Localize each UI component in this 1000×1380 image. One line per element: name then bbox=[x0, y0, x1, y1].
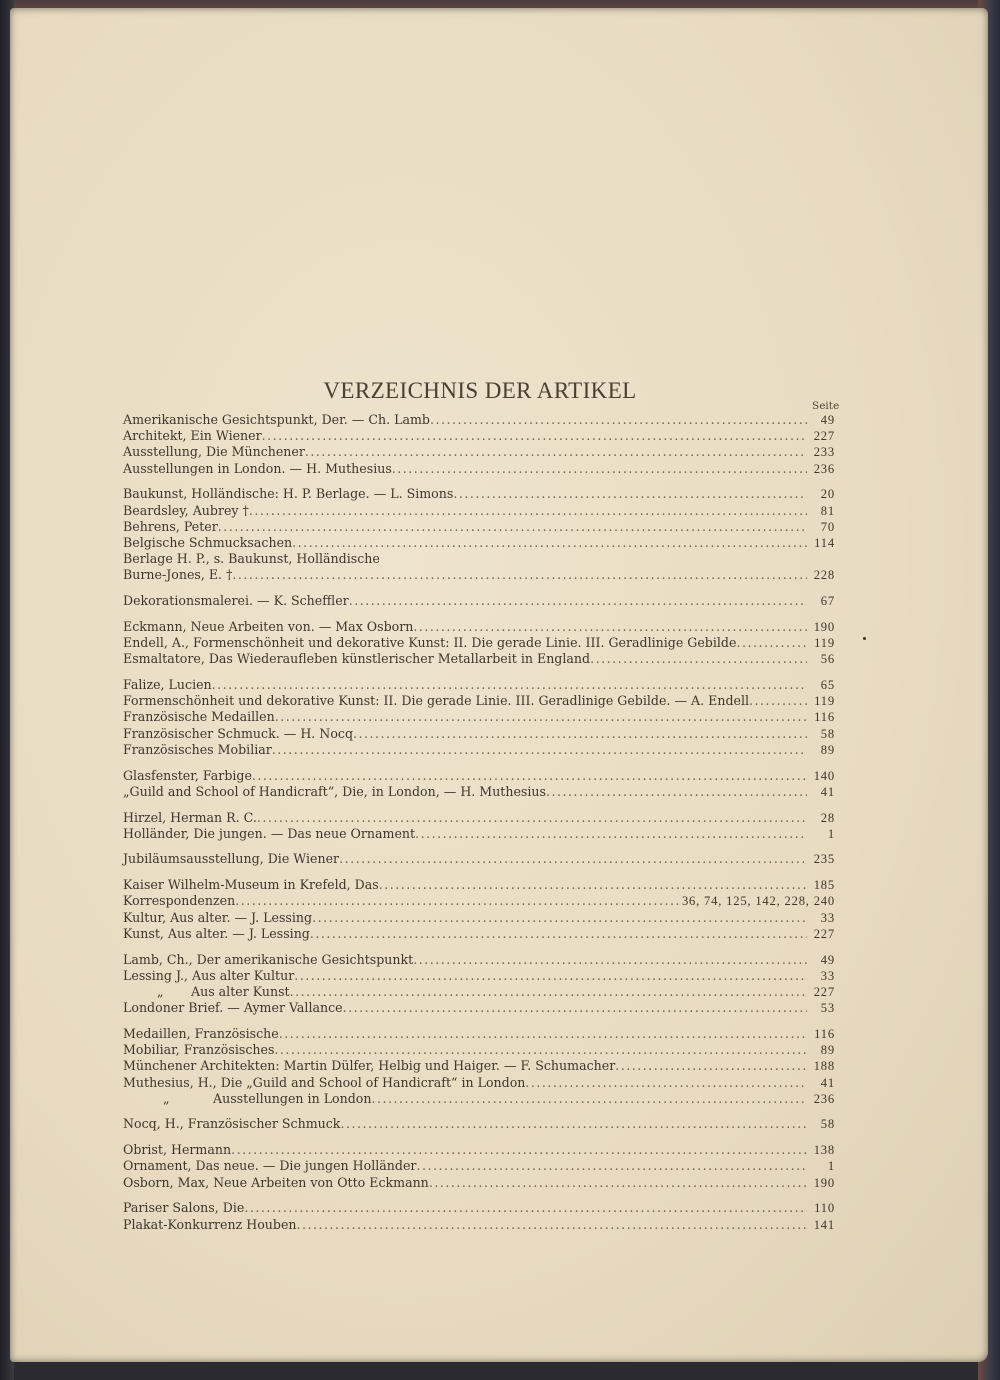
page-column-label: Seite bbox=[812, 400, 840, 412]
toc-entry: „ Ausstellungen in London ..... 236 bbox=[123, 1091, 835, 1107]
ink-dot-mark bbox=[863, 637, 866, 640]
toc-entry: Architekt, Ein Wiener ..... 227 bbox=[123, 428, 835, 444]
toc-entry: Französisches Mobiliar ..... 89 bbox=[123, 742, 835, 758]
toc-entry: Münchener Architekten: Martin Dülfer, Helbig und Haiger. — F. Schumacher ..... 188 bbox=[123, 1058, 835, 1074]
toc-entry: Londoner Brief. — Aymer Vallance ..... 53 bbox=[123, 1000, 835, 1016]
toc-entry: Französischer Schmuck. — H. Nocq ..... 58 bbox=[123, 726, 835, 742]
toc-entry: „ Aus alter Kunst ..... 227 bbox=[123, 984, 835, 1000]
toc-entry: Formenschönheit und dekorative Kunst: II. Die gerade Linie. III. Geradlinige Gebilde. — A. Endell ..... 119 bbox=[123, 693, 835, 709]
toc-entry: Behrens, Peter ..... 70 bbox=[123, 519, 835, 535]
toc-entry: Berlage H. P., s. Baukunst, Holländische bbox=[123, 551, 380, 567]
toc-entry: Ornament, Das neue. — Die jungen Holländer ..... 1 bbox=[123, 1158, 835, 1174]
table-of-contents bbox=[123, 412, 835, 1233]
toc-entry: Kunst, Aus alter. — J. Lessing ..... 227 bbox=[123, 926, 835, 942]
toc-entry: Mobiliar, Französisches ..... 89 bbox=[123, 1042, 835, 1058]
toc-entry: Ausstellung, Die Münchener ..... 233 bbox=[123, 444, 835, 460]
toc-entry: Nocq, H., Französischer Schmuck ..... 58 bbox=[123, 1116, 835, 1132]
toc-entry: Französische Medaillen ..... 116 bbox=[123, 709, 835, 725]
toc-entry: Endell, A., Formenschönheit und dekorative Kunst: II. Die gerade Linie. III. Geradlinige Gebilde ..... 119 bbox=[123, 635, 835, 651]
toc-entry: Muthesius, H., Die „Guild and School of Handicraft“ in London ..... 41 bbox=[123, 1075, 835, 1091]
toc-entry: Baukunst, Holländische: H. P. Berlage. — L. Simons ..... 20 bbox=[123, 486, 835, 502]
ditto-mark: „ bbox=[163, 1090, 170, 1106]
toc-entry: Eckmann, Neue Arbeiten von. — Max Osborn ..... 190 bbox=[123, 619, 835, 635]
toc-entry: Burne-Jones, E. † ..... 228 bbox=[123, 567, 835, 583]
toc-entry: Pariser Salons, Die ..... 110 bbox=[123, 1200, 835, 1216]
toc-entry: Lamb, Ch., Der amerikanische Gesichtspunkt ..... 49 bbox=[123, 952, 835, 968]
toc-entry: Belgische Schmucksachen ..... 114 bbox=[123, 535, 835, 551]
toc-entry: Korrespondenzen ..... 36, 74, 125, 142, 228, 240 bbox=[123, 893, 835, 909]
toc-entry: Plakat-Konkurrenz Houben ..... 141 bbox=[123, 1217, 835, 1233]
toc-entry: Falize, Lucien ..... 65 bbox=[123, 677, 835, 693]
book-page bbox=[10, 8, 988, 1362]
toc-entry: Amerikanische Gesichtspunkt, Der. — Ch. Lamb ..... 49 bbox=[123, 412, 835, 428]
ditto-mark: „ bbox=[157, 983, 164, 999]
toc-entry: Osborn, Max, Neue Arbeiten von Otto Eckmann ..... 190 bbox=[123, 1175, 835, 1191]
toc-entry: Hirzel, Herman R. C. ..... 28 bbox=[123, 810, 835, 826]
toc-entry: Obrist, Hermann ..... 138 bbox=[123, 1142, 835, 1158]
toc-entry: Dekorationsmalerei. — K. Scheffler ..... 67 bbox=[123, 593, 835, 609]
toc-entry: Lessing J., Aus alter Kultur ..... 33 bbox=[123, 968, 835, 984]
toc-entry: Kaiser Wilhelm-Museum in Krefeld, Das ..... 185 bbox=[123, 877, 835, 893]
toc-entry: Jubiläumsausstellung, Die Wiener ..... 235 bbox=[123, 851, 835, 867]
toc-entry: Ausstellungen in London. — H. Muthesius ..... 236 bbox=[123, 461, 835, 477]
toc-entry: Kultur, Aus alter. — J. Lessing ..... 33 bbox=[123, 910, 835, 926]
toc-entry: „Guild and School of Handicraft“, Die, in London, — H. Muthesius ..... 41 bbox=[123, 784, 835, 800]
page-title: VERZEICHNIS DER ARTIKEL bbox=[323, 378, 637, 404]
toc-entry: Holländer, Die jungen. — Das neue Ornament ..... 1 bbox=[123, 826, 835, 842]
toc-entry: Medaillen, Französische ..... 116 bbox=[123, 1026, 835, 1042]
toc-entry: Beardsley, Aubrey † ..... 81 bbox=[123, 503, 835, 519]
toc-entry: Esmaltatore, Das Wiederaufleben künstlerischer Metallarbeit in England ..... 56 bbox=[123, 651, 835, 667]
toc-entry: Glasfenster, Farbige ..... 140 bbox=[123, 768, 835, 784]
